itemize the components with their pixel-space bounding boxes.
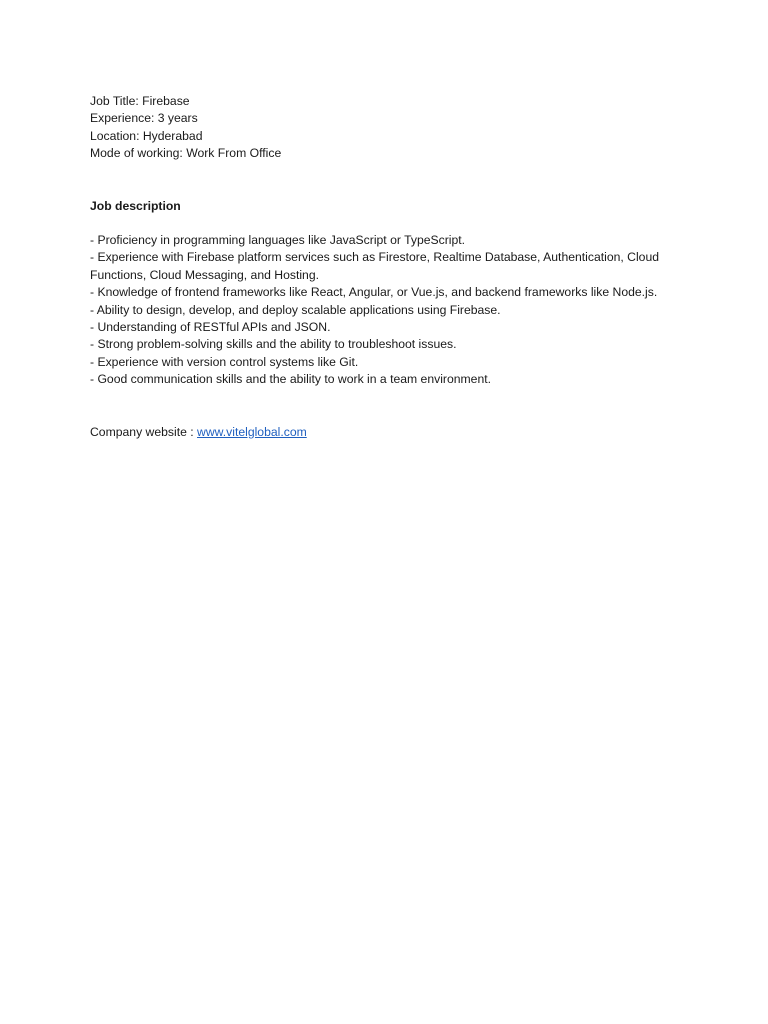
list-item: - Ability to design, develop, and deploy scalable applications using Firebase. [90,302,501,317]
job-description-heading: Job description [90,198,181,213]
spacer [90,389,690,424]
list-item: - Proficiency in programming languages like JavaScript or TypeScript. [90,233,466,248]
job-title-line: Job Title: Firebase [90,94,190,108]
mode-of-working-line: Mode of working: Work From Office [90,146,282,161]
document-page [90,93,690,441]
job-description-list [90,232,690,389]
location-line: Location: Hyderabad [90,128,203,143]
list-item: - Strong problem-solving skills and the ability to troubleshoot issues. [90,337,457,352]
list-item: - Good communication skills and the ability to work in a team environment. [90,372,492,387]
company-website-row [90,424,690,441]
spacer [90,215,690,232]
spacer [90,163,690,198]
list-item: - Experience with version control systems like Git. [90,354,359,369]
list-item: - Experience with Firebase platform services such as Firestore, Realtime Database, Authentication, Cloud Functions, Cloud Messaging, and Hosting. [90,250,660,282]
list-item: - Knowledge of frontend frameworks like React, Angular, or Vue.js, and backend frameworks like Node.js. [90,285,658,300]
experience-line: Experience: 3 years [90,111,198,126]
list-item: - Understanding of RESTful APIs and JSON. [90,320,331,335]
company-website-label: Company website : [90,424,198,439]
company-website-link[interactable]: www.vitelglobal.com [197,424,307,439]
